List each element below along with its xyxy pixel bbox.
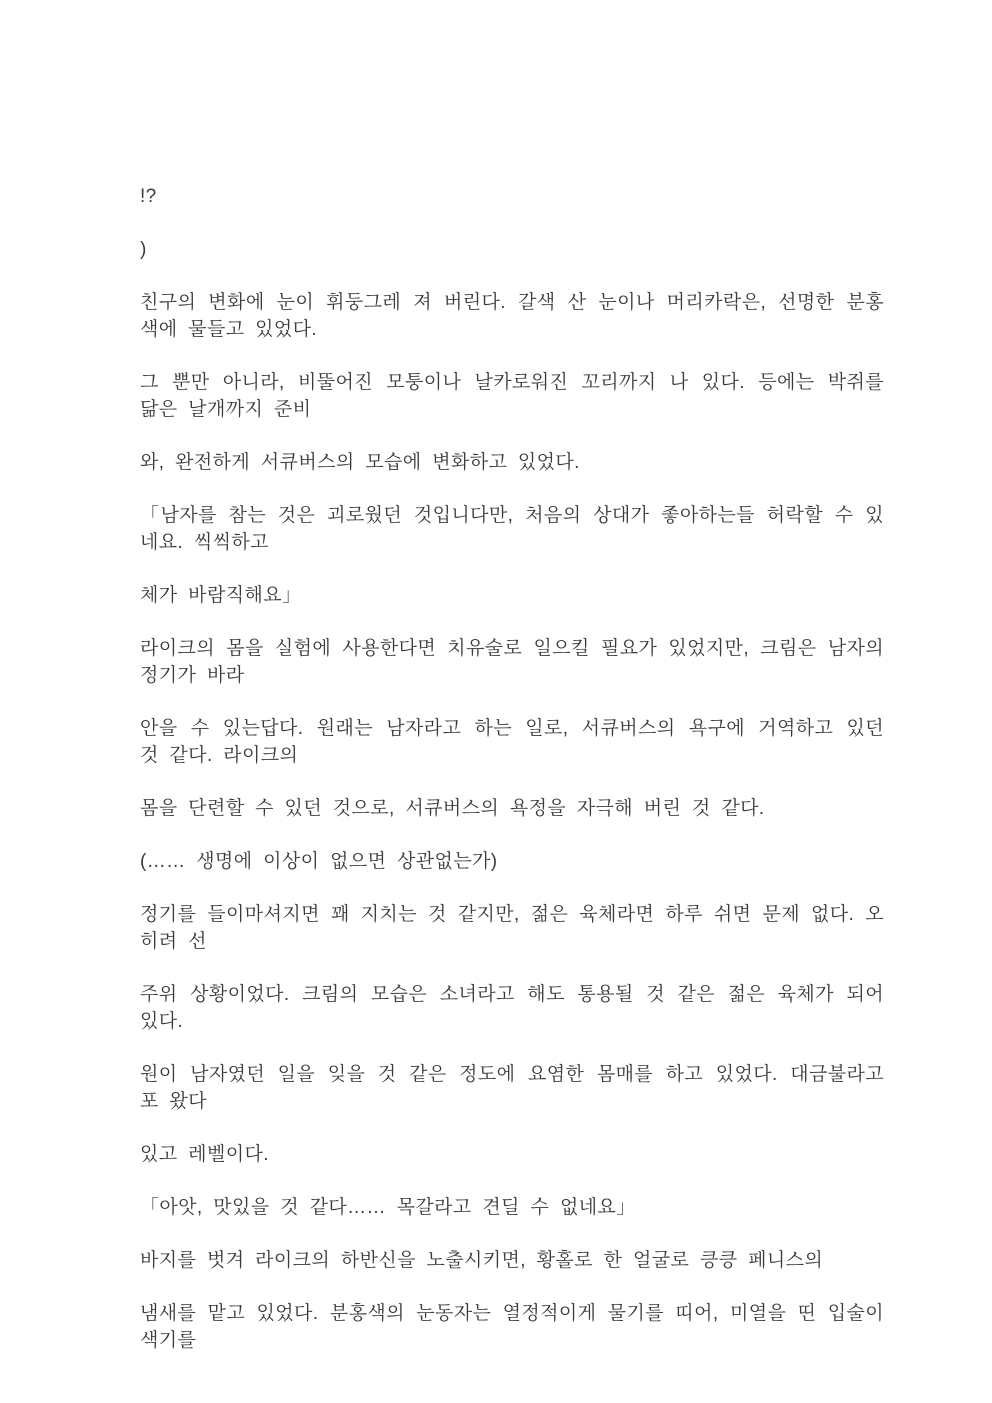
paragraph: 친구의 변화에 눈이 휘둥그레 져 버린다. 갈색 산 눈이나 머리카락은, 선명한 분홍색에 물들고 있었다. — [140, 292, 884, 340]
paragraph: 냄새를 맡고 있었다. 분홍색의 눈동자는 열정적이게 물기를 띠어, 미열을 띤 입술이 색기를 — [140, 1303, 884, 1351]
paragraph: 몸을 단련할 수 있던 것으로, 서큐버스의 욕정을 자극해 버린 것 같다. — [140, 798, 765, 819]
paragraph: (…… 생명에 이상이 없으면 상관없는가) — [140, 851, 498, 872]
paragraph: 체가 바람직해요」 — [140, 585, 302, 606]
paragraph: 「아앗, 맛있을 것 같다…… 목갈라고 견딜 수 없네요」 — [140, 1197, 636, 1218]
paragraph: !? — [140, 186, 157, 207]
paragraph: 라이크의 몸을 실험에 사용한다면 치유술로 일으킬 필요가 있었지만, 크림은 남자의 정기가 바라 — [140, 638, 884, 686]
paragraph: 와, 완전하게 서큐버스의 모습에 변화하고 있었다. — [140, 452, 580, 473]
paragraph: 안을 수 있는답다. 원래는 남자라고 하는 일로, 서큐버스의 욕구에 거역하고 있던 것 같다. 라이크의 — [140, 718, 884, 766]
paragraph: 바지를 벗겨 라이크의 하반신을 노출시키면, 황홀로 한 얼굴로 킁킁 페니스의 — [140, 1250, 824, 1271]
text-content — [140, 183, 884, 1354]
paragraph: 주위 상황이었다. 크림의 모습은 소녀라고 해도 통용될 것 같은 젊은 육체가 되어 있다. — [140, 984, 884, 1032]
paragraph: 있고 레벨이다. — [140, 1144, 269, 1165]
paragraph: 그 뿐만 아니라, 비뚤어진 모퉁이나 날카로워진 꼬리까지 나 있다. 등에는 박쥐를 닮은 날개까지 준비 — [140, 372, 884, 420]
paragraph: 정기를 들이마셔지면 꽤 지치는 것 같지만, 젊은 육체라면 하루 쉬면 문제 없다. 오히려 선 — [140, 904, 884, 952]
paragraph: 「남자를 참는 것은 괴로웠던 것입니다만, 처음의 상대가 좋아하는들 허락할 수 있네요. 씩씩하고 — [140, 505, 884, 553]
paragraph: 원이 남자였던 일을 잊을 것 같은 정도에 요염한 몸매를 하고 있었다. 대금불라고 포 왔다 — [140, 1064, 884, 1112]
paragraph: ) — [140, 239, 147, 260]
